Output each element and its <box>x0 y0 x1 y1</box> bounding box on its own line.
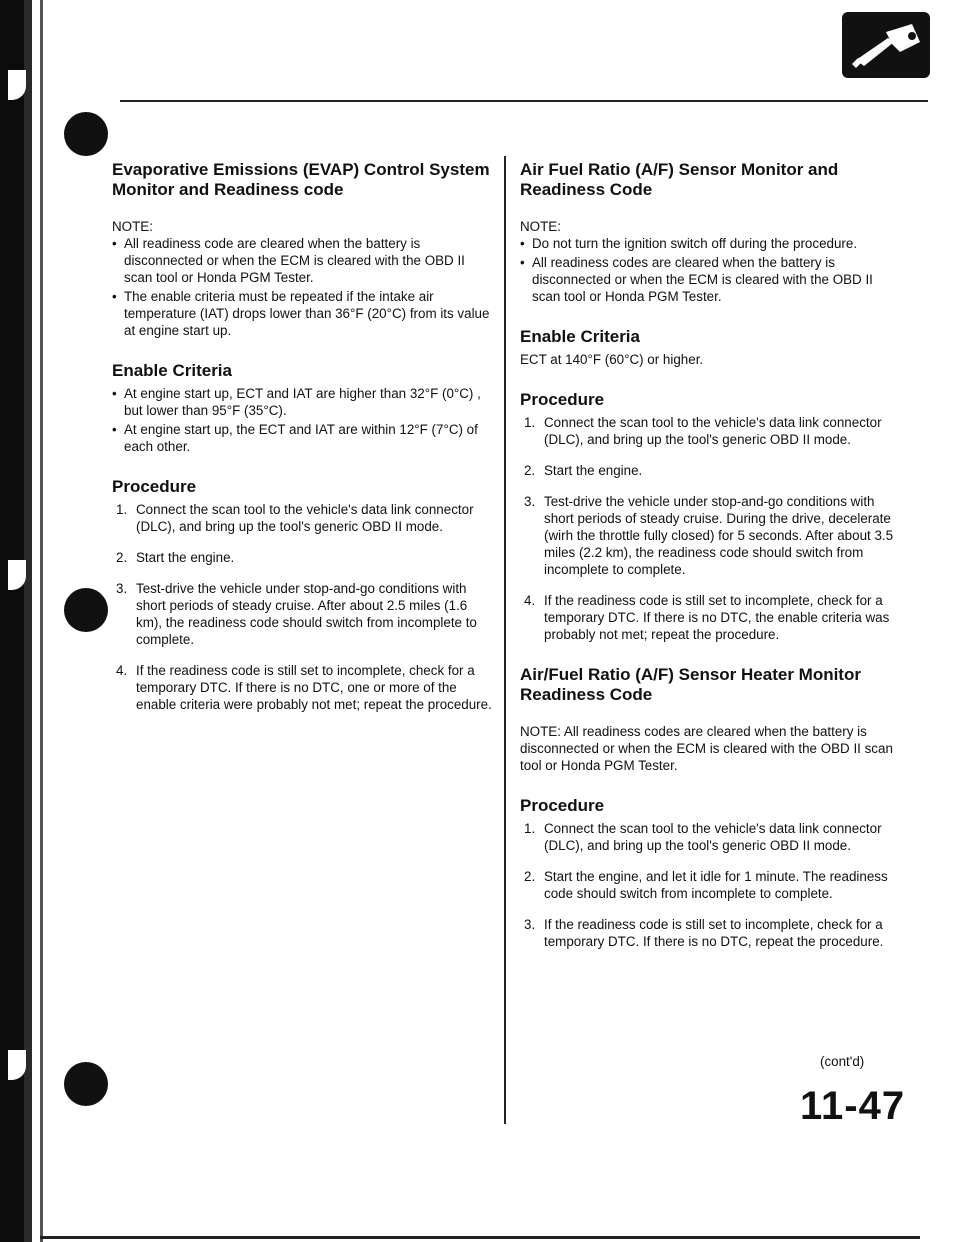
procedure-step <box>520 462 900 479</box>
step-number: 2. <box>524 869 536 884</box>
step-number: 1. <box>524 415 536 430</box>
step-text: Connect the scan tool to the vehicle's data link connector (DLC), and bring up the tool's generic OBD II mode. <box>544 415 882 447</box>
fuel-nozzle-icon <box>842 12 930 78</box>
note-item: • All readiness code are cleared when the battery is disconnected or when the ECM is cleared with the OBD II scan tool or Honda PGM Tester. <box>112 235 492 286</box>
af-sensor-section-title: Air Fuel Ratio (A/F) Sensor Monitor and Readiness Code <box>520 160 839 199</box>
heater-section-title: Air/Fuel Ratio (A/F) Sensor Heater Monitor Readiness Code <box>520 665 861 704</box>
procedure-heading: Procedure <box>112 477 197 496</box>
footer-rule <box>40 1236 920 1239</box>
enable-criteria-heading: Enable Criteria <box>112 361 232 380</box>
evap-procedure <box>112 477 492 713</box>
binding-line <box>40 0 43 1242</box>
af-enable-criteria <box>520 327 900 368</box>
procedure-step <box>112 549 492 566</box>
procedure-step <box>520 493 900 578</box>
criteria-item: • At engine start up, ECT and IAT are higher than 32°F (0°C) , but lower than 95°F (35°C). <box>112 385 492 419</box>
af-notes <box>520 218 900 305</box>
step-text: Start the engine, and let it idle for 1 minute. The readiness code should switch from incomplete to complete. <box>544 869 888 901</box>
step-text: Start the engine. <box>136 550 235 565</box>
procedure-step <box>520 916 900 950</box>
evap-section-title: Evaporative Emissions (EVAP) Control System Monitor and Readiness code <box>112 160 490 199</box>
step-text: If the readiness code is still set to incomplete, check for a temporary DTC. If there is no DTC, the enable criteria was probably not met; repeat the procedure. <box>544 593 890 642</box>
step-number: 3. <box>524 494 536 509</box>
procedure-step <box>520 820 900 854</box>
step-text: Connect the scan tool to the vehicle's data link connector (DLC), and bring up the tool's generic OBD II mode. <box>544 821 882 853</box>
step-number: 2. <box>524 463 536 478</box>
step-text: Start the engine. <box>544 463 643 478</box>
note-label: NOTE: <box>520 219 561 234</box>
step-number: 4. <box>116 663 128 678</box>
heater-note <box>520 723 900 774</box>
heater-note-text: NOTE: All readiness codes are cleared when the battery is disconnected or when the ECM is cleared with the OBD II scan tool or Honda PGM Tester. <box>520 724 893 773</box>
step-number: 1. <box>524 821 536 836</box>
note-label: NOTE: <box>112 219 153 234</box>
criteria-item: • At engine start up, the ECT and IAT are within 12°F (7°C) of each other. <box>112 421 492 455</box>
heater-procedure <box>520 796 900 950</box>
punch-hole <box>64 1062 108 1106</box>
step-number: 3. <box>524 917 536 932</box>
af-procedure <box>520 390 900 643</box>
procedure-heading: Procedure <box>520 796 605 815</box>
procedure-step <box>520 592 900 643</box>
criteria-text: ECT at 140°F (60°C) or higher. <box>520 352 704 367</box>
step-text: Connect the scan tool to the vehicle's data link connector (DLC), and bring up the tool's generic OBD II mode. <box>136 502 474 534</box>
column-divider <box>504 156 506 1124</box>
punch-hole <box>64 112 108 156</box>
left-column <box>112 160 492 735</box>
procedure-step <box>520 868 900 902</box>
enable-criteria-heading: Enable Criteria <box>520 327 640 346</box>
right-column <box>520 160 900 972</box>
step-text: Test-drive the vehicle under stop-and-go conditions with short periods of steady cruise. During the drive, decelerate (wirh the throttle fully closed) for 5 seconds. After about 3.5 miles (2.2 km), the readiness code should switch from incomplete to complete. <box>544 494 894 577</box>
punch-hole <box>64 588 108 632</box>
procedure-step <box>112 501 492 535</box>
procedure-step <box>112 580 492 648</box>
procedure-step <box>112 662 492 713</box>
evap-enable-criteria <box>112 361 492 455</box>
step-number: 3. <box>116 581 128 596</box>
note-item: • Do not turn the ignition switch off during the procedure. <box>520 235 900 252</box>
step-number: 1. <box>116 502 128 517</box>
step-number: 4. <box>524 593 536 608</box>
note-item: • All readiness codes are cleared when the battery is disconnected or when the ECM is cleared with the OBD II scan tool or Honda PGM Tester. <box>520 254 900 305</box>
step-number: 2. <box>116 550 128 565</box>
procedure-heading: Procedure <box>520 390 605 409</box>
procedure-step <box>520 414 900 448</box>
step-text: Test-drive the vehicle under stop-and-go conditions with short periods of steady cruise. After about 2.5 miles (1.6 km), the readiness code should switch from incomplete to complete. <box>136 581 477 647</box>
note-item: • The enable criteria must be repeated if the intake air temperature (IAT) drops lower than 36°F (20°C) from its value at engine start up. <box>112 288 492 339</box>
page-number: 11-47 <box>800 1084 906 1128</box>
evap-notes <box>112 218 492 339</box>
step-text: If the readiness code is still set to incomplete, check for a temporary DTC. If there is no DTC, repeat the procedure. <box>544 917 884 949</box>
header-rule <box>120 100 928 102</box>
continued-label: (cont'd) <box>820 1054 865 1069</box>
step-text: If the readiness code is still set to incomplete, check for a temporary DTC. If there is no DTC, one or more of the enable criteria were probably not met; repeat the procedure. <box>136 663 492 712</box>
